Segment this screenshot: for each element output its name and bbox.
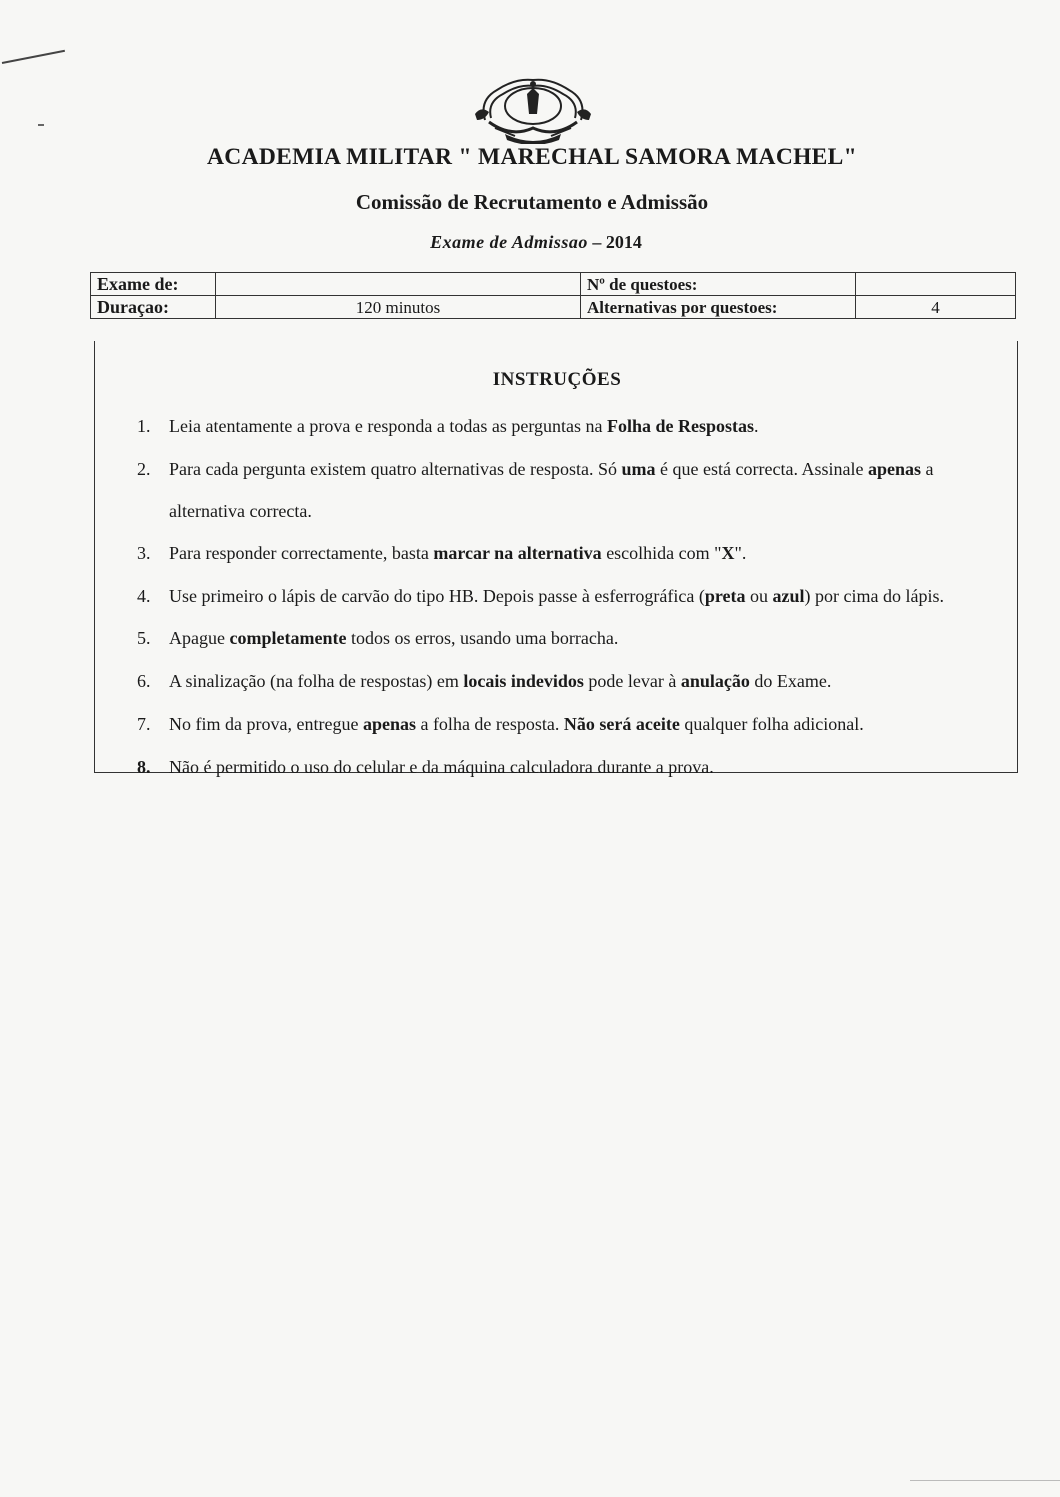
instruction-text: apenas bbox=[867, 459, 921, 479]
list-item bbox=[137, 532, 1009, 575]
instruction-text: completamente bbox=[229, 628, 347, 648]
instruction-text: apenas bbox=[362, 714, 416, 734]
instruction-text: do Exame. bbox=[749, 671, 832, 691]
instruction-text: anulação bbox=[680, 671, 750, 691]
instruction-text: A sinalização (na folha de respostas) em bbox=[169, 671, 464, 691]
instruction-text: Leia atentamente a prova e responda a todas as perguntas na bbox=[169, 416, 607, 436]
instruction-text: Para cada pergunta existem quatro alternativas de resposta. Só bbox=[169, 459, 622, 479]
instruction-text: é que está correcta. Assinale bbox=[655, 459, 868, 479]
instructions-box bbox=[94, 341, 1018, 777]
duration-value-cell: 120 minutos bbox=[216, 296, 581, 319]
exam-label: Exame de Admissao bbox=[430, 232, 588, 252]
instruction-text: ". bbox=[734, 543, 747, 563]
academy-title: ACADEMIA MILITAR " MARECHAL SAMORA MACHEL" bbox=[207, 144, 857, 170]
exam-year-separator: – bbox=[587, 232, 606, 252]
instruction-text: uma bbox=[621, 459, 656, 479]
instruction-text: . bbox=[754, 416, 759, 436]
list-item bbox=[137, 448, 1009, 532]
instruction-text: Não será aceite bbox=[563, 714, 680, 734]
alternatives-value-cell: 4 bbox=[856, 296, 1016, 319]
instruction-text: ) por cima do lápis. bbox=[804, 586, 944, 606]
list-item bbox=[137, 405, 1009, 448]
instruction-text: preta bbox=[704, 586, 746, 606]
list-item bbox=[137, 575, 1009, 617]
questions-value-cell bbox=[856, 273, 1016, 296]
instruction-number: 3. bbox=[137, 543, 151, 563]
military-academy-emblem-icon bbox=[475, 70, 591, 144]
instruction-text: ou bbox=[745, 586, 773, 606]
instruction-number: 7. bbox=[137, 714, 151, 734]
instruction-text: locais indevidos bbox=[463, 671, 584, 691]
instruction-number: 8. bbox=[137, 757, 151, 777]
exam-year: 2014 bbox=[605, 232, 642, 252]
scan-artifact-line bbox=[910, 1480, 1060, 1481]
instruction-text: Folha de Respostas bbox=[607, 416, 755, 436]
scan-artifact-dot bbox=[38, 124, 44, 126]
instruction-text: Para responder correctamente, basta bbox=[169, 543, 434, 563]
list-item bbox=[137, 746, 1009, 789]
exam-label-cell: Exame de: bbox=[91, 273, 216, 296]
list-item bbox=[137, 660, 1009, 703]
instructions-heading: INSTRUÇÕES bbox=[492, 369, 622, 390]
table-row bbox=[91, 296, 1016, 319]
instruction-text: pode levar à bbox=[583, 671, 681, 691]
alternatives-label-cell: Alternativas por questoes: bbox=[581, 296, 856, 319]
commission-subtitle: Comissão de Recrutamento e Admissão bbox=[355, 190, 709, 214]
exam-year-heading bbox=[0, 232, 1060, 253]
instruction-text: No fim da prova, entregue bbox=[169, 714, 363, 734]
exam-info-table bbox=[90, 272, 1016, 319]
instruction-number: 5. bbox=[137, 628, 151, 648]
instruction-text: azul bbox=[772, 586, 805, 606]
instruction-text: qualquer folha adicional. bbox=[679, 714, 864, 734]
duration-label-cell: Duraçao: bbox=[91, 296, 216, 319]
instruction-text: a folha de resposta. bbox=[415, 714, 564, 734]
instruction-text: escolhida com " bbox=[601, 543, 722, 563]
list-item bbox=[137, 617, 1009, 660]
exam-value-cell bbox=[216, 273, 581, 296]
instructions-list bbox=[137, 405, 1009, 789]
instruction-number: 4. bbox=[137, 586, 151, 606]
instruction-text: a alternativa correcta. bbox=[169, 459, 934, 521]
instruction-text: Apague bbox=[169, 628, 230, 648]
instruction-text: Use primeiro o lápis de carvão do tipo HB. Depois passe à esferrográfica ( bbox=[169, 586, 705, 606]
instruction-number: 2. bbox=[137, 459, 151, 479]
instruction-number: 6. bbox=[137, 671, 151, 691]
scan-artifact-line bbox=[2, 50, 65, 64]
instruction-text: Não é permitido o uso do celular e da máquina calculadora durante a prova. bbox=[169, 757, 714, 777]
instruction-text: X bbox=[721, 543, 735, 563]
instruction-number: 1. bbox=[137, 416, 151, 436]
list-item bbox=[137, 703, 1009, 746]
table-row bbox=[91, 273, 1016, 296]
instruction-text: todos os erros, usando uma borracha. bbox=[346, 628, 619, 648]
instruction-text: marcar na alternativa bbox=[433, 543, 602, 563]
questions-label-cell: Nº de questoes: bbox=[581, 273, 856, 296]
